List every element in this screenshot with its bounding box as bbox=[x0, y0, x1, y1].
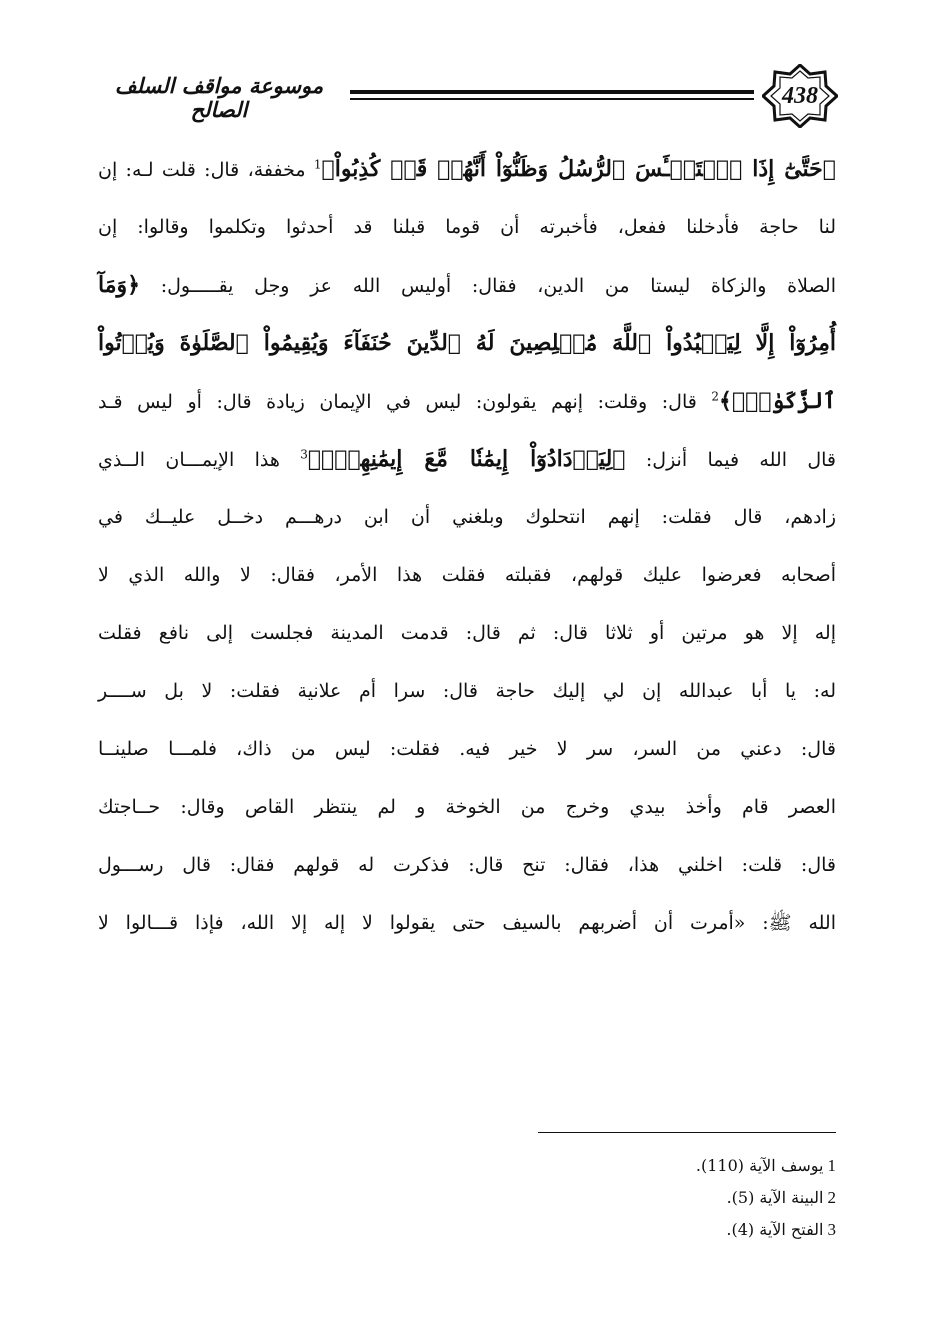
footnote-number: 2 bbox=[827, 1188, 836, 1207]
text-line bbox=[98, 198, 836, 256]
quran-verse: ٱلزَّكَوٰةَۚ﴾ bbox=[719, 388, 836, 414]
footnote bbox=[696, 1150, 836, 1182]
quran-verse: ﴿حَتَّىٰٓ إِذَا ٱسۡتَيۡـَٔسَ ٱلرُّسُلُ وَظَنُّوٓاْ أَنَّهُمۡ قَدۡ كُذِبُواْ﴾ bbox=[321, 156, 836, 182]
line-text: قال: وقلت: إنهم يقولون: ليس في الإيمان زيادة قال: أو ليس قـد bbox=[98, 391, 712, 413]
text-line bbox=[98, 778, 836, 836]
text-line bbox=[98, 140, 836, 198]
footnote-text: البينة الآية (5). bbox=[726, 1188, 824, 1207]
line-text: العصر قام وأخذ بيدي وخرج من الخوخة و لم ينتظر القاص وقال: حــاجتك bbox=[98, 796, 836, 818]
body-text bbox=[98, 140, 836, 952]
text-line bbox=[98, 256, 836, 314]
text-line bbox=[98, 372, 836, 430]
footnote bbox=[696, 1182, 836, 1214]
footnotes bbox=[696, 1150, 836, 1246]
line-text: مخففة، قال: قلت لـه: إن bbox=[98, 159, 314, 181]
text-line bbox=[98, 720, 836, 778]
header-double-rule bbox=[350, 90, 754, 102]
quran-verse: أُمِرُوٓاْ إِلَّا لِيَعۡبُدُواْ ٱللَّهَ مُخۡلِصِينَ لَهُ ٱلدِّينَ حُنَفَآءَ وَيُقِيمُواْ ٱلصَّلَوٰةَ وَيُؤۡتُواْ bbox=[98, 330, 836, 356]
line-text: قال: دعني من السر، سر لا خير فيه. فقلت: ليس من ذاك، فلمـــا صلينــا bbox=[98, 738, 836, 760]
text-line bbox=[98, 836, 836, 894]
line-text: هذا الإيمـــان الــذي bbox=[98, 449, 301, 471]
quran-verse: ﴿لِيَزۡدَادُوٓاْ إِيمَٰنٗا مَّعَ إِيمَٰنِهِمۡۗ﴾ bbox=[307, 446, 626, 472]
text-line bbox=[98, 604, 836, 662]
text-line bbox=[98, 314, 836, 372]
footnote-text: يوسف الآية (110). bbox=[695, 1156, 824, 1175]
line-text: الله ﷺ: «أمرت أن أضربهم بالسيف حتى يقولوا لا إله إلا الله، فإذا قـــالوا لا bbox=[98, 912, 836, 934]
footnote-number: 1 bbox=[827, 1156, 836, 1175]
line-text: قال الله فيما أنزل: bbox=[625, 449, 837, 471]
footnote-text: الفتح الآية (4). bbox=[726, 1220, 824, 1239]
page-number: 438 bbox=[782, 82, 818, 109]
line-text: الصلاة والزكاة ليستا من الدين، فقال: أوليس الله عز وجل يقـــــول: bbox=[140, 275, 836, 297]
text-line bbox=[98, 546, 836, 604]
footnote bbox=[696, 1214, 836, 1246]
running-title: موسوعة مواقف السلف الصالح bbox=[114, 74, 324, 122]
footnote-number: 3 bbox=[827, 1220, 836, 1239]
line-text: قال: قلت: اخلني هذا، فقال: تنح قال: فذكرت له قولهم فقال: قال رســـول bbox=[98, 854, 836, 876]
text-line bbox=[98, 662, 836, 720]
footnote-ref: 1 bbox=[313, 157, 322, 172]
page-header bbox=[88, 62, 848, 134]
footnote-ref: 2 bbox=[711, 389, 720, 404]
text-line bbox=[98, 488, 836, 546]
line-text: زادهم، قال فقلت: إنهم انتحلوك وبلغني أن ابن درهـــم دخــل عليــك في bbox=[98, 506, 836, 528]
footnote-ref: 3 bbox=[300, 447, 308, 462]
page-number-badge bbox=[762, 64, 838, 128]
text-line bbox=[98, 894, 836, 952]
text-line bbox=[98, 430, 836, 488]
line-text: إله إلا هو مرتين أو ثلاثا قال: ثم قال: قدمت المدينة فجلست إلى نافع فقلت bbox=[98, 622, 836, 644]
footnote-separator bbox=[538, 1132, 836, 1133]
line-text: لنا حاجة فأدخلنا ففعل، فأخبرته أن قوما قبلنا قد أحدثوا وتكلموا وقالوا: إن bbox=[98, 216, 836, 238]
line-text: له: يا أبا عبدالله إن لي إليك حاجة قال: سرا أم علانية فقلت: لا بل ســــر bbox=[98, 680, 836, 702]
quran-verse: ﴿وَمَآ bbox=[98, 272, 141, 298]
line-text: أصحابه فعرضوا عليك قولهم، فقبلته فقلت هذا الأمر، فقال: لا والله الذي لا bbox=[98, 564, 836, 586]
